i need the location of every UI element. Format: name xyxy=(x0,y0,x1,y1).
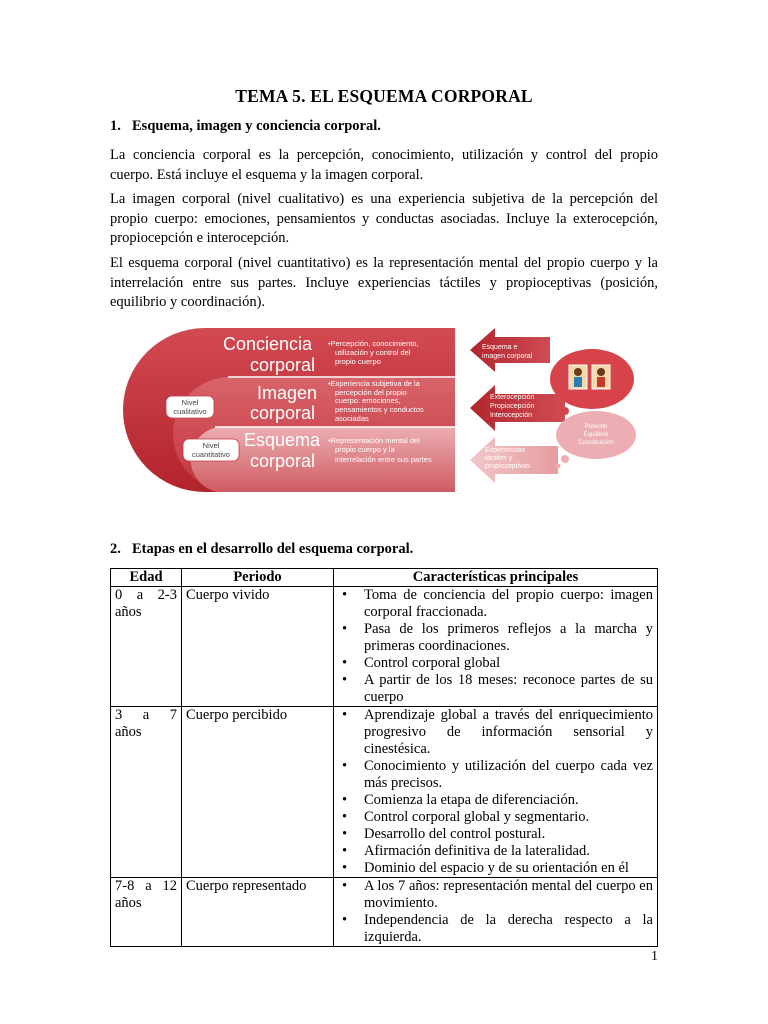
edad-line-2: años xyxy=(115,724,142,740)
paragraph-esquema: El esquema corporal (nivel cuantitativo) es la representación mental del propio cuerpo y la interrelación entre sus partes. Incluye experiencias táctiles y propioceptivas (posición, equilibrio y coordinación). xyxy=(110,255,658,310)
cell-edad xyxy=(111,707,182,878)
arrow-3-text-2: táctiles y xyxy=(485,455,513,462)
band-esquema-desc-2: propio cuerpo y la xyxy=(335,445,395,454)
cloud-text-2: Equilibrio xyxy=(583,432,609,438)
band-conciencia-desc-3: propio cuerpo xyxy=(335,357,381,366)
list-item: • Control corporal global y segmentario. xyxy=(342,809,590,825)
list-item: • Aprendizaje global a través del enriquecimiento progresivo de información sensorial y cinestésica. xyxy=(342,707,653,757)
level-qualitative-l2: cualitativo xyxy=(173,407,207,416)
arrow-1-text-1: Esquema e xyxy=(482,344,518,351)
edad-line-2: años xyxy=(115,895,142,911)
arrow-1-text-2: imagen corporal xyxy=(482,353,533,360)
cell-caracteristicas xyxy=(334,878,658,947)
cloud-text-3: Coordinación xyxy=(578,440,614,446)
paragraph-imagen: La imagen corporal (nivel cualitativo) es una experiencia subjetiva de la percepción del propio cuerpo: emociones, pensamientos y conductas asociadas. Incluye la exterocepción, propiocepción e interocepción. xyxy=(110,191,658,246)
cloud-text-1: Posición xyxy=(584,424,608,430)
page-number: 1 xyxy=(651,949,658,964)
band-imagen-desc-1: •Experiencia subjetiva de la xyxy=(328,379,420,388)
cell-edad xyxy=(111,878,182,947)
list-item: • Desarrollo del control postural. xyxy=(342,826,546,842)
section-1-number: 1. xyxy=(110,118,121,134)
section-2-heading xyxy=(110,541,413,558)
thought-cloud-figures-icon xyxy=(550,349,634,422)
band-conciencia-desc-1: •Percepción, conocimiento, xyxy=(328,339,419,348)
section-1-heading xyxy=(110,118,381,135)
level-quantitative-l1: Nivel xyxy=(202,441,220,450)
list-item: • Conocimiento y utilización del cuerpo cada vez más precisos. xyxy=(342,758,653,791)
cell-periodo: Cuerpo vivido xyxy=(182,587,334,707)
edad-line-2: años xyxy=(115,604,142,620)
band-esquema-desc-3: interrelación entre sus partes xyxy=(335,455,432,464)
section-2-number: 2. xyxy=(110,541,121,557)
header-edad: Edad xyxy=(111,569,182,587)
edad-line-1: 3 a 7 xyxy=(115,707,177,723)
list-item: • Comienza la etapa de diferenciación. xyxy=(342,792,579,808)
table-row xyxy=(111,707,658,878)
paragraph-conciencia: La conciencia corporal es la percepción, conocimiento, utilización y control del propio cuerpo. Está incluye el esquema y la imagen corporal. xyxy=(110,147,658,183)
development-stages-table xyxy=(110,568,658,947)
cell-edad xyxy=(111,587,182,707)
list-item: • A los 7 años: representación mental del cuerpo en movimiento. xyxy=(342,878,653,911)
arrow-3-text-3: propioceptivas xyxy=(485,463,531,470)
band-conciencia-desc-2: utilización y control del xyxy=(335,348,411,357)
document-title: TEMA 5. EL ESQUEMA CORPORAL xyxy=(235,86,533,106)
band-esquema-title-l2: corporal xyxy=(250,451,316,471)
band-imagen-desc-3: cuerpo: emociones, xyxy=(335,396,401,405)
arrow-2-text-1: Exterocepción xyxy=(490,394,535,401)
list-item: • Toma de conciencia del propio cuerpo: imagen corporal fraccionada. xyxy=(342,587,653,620)
body-scheme-diagram xyxy=(110,325,658,495)
table-row xyxy=(111,587,658,707)
band-conciencia-title-l1: Conciencia xyxy=(223,334,313,354)
list-item: • Control corporal global xyxy=(342,655,501,671)
arrow-2-text-2: Propiocepción xyxy=(490,403,535,410)
band-esquema-desc-1: •Representación mental del xyxy=(328,436,420,445)
list-item: • Pasa de los primeros reflejos a la marcha y primeras coordinaciones. xyxy=(342,621,653,654)
list-item: • A partir de los 18 meses: reconoce partes de su cuerpo xyxy=(342,672,653,705)
band-imagen-title-l2: corporal xyxy=(250,403,316,423)
header-periodo: Periodo xyxy=(182,569,334,587)
section-1-title: Esquema, imagen y conciencia corporal. xyxy=(132,118,381,134)
table-row xyxy=(111,878,658,947)
band-imagen-title-l1: Imagen xyxy=(257,383,318,403)
cell-caracteristicas xyxy=(334,587,658,707)
band-imagen-desc-4: pensamientos y conductos xyxy=(335,405,424,414)
band-esquema-title-l1: Esquema xyxy=(244,430,321,450)
list-item: • Afirmación definitiva de la lateralidad. xyxy=(342,843,590,859)
list-item: • Independencia de la derecha respecto a la izquierda. xyxy=(342,912,653,945)
edad-line-1: 0 a 2-3 xyxy=(115,587,177,603)
cell-periodo: Cuerpo representado xyxy=(182,878,334,947)
list-item: • Dominio del espacio y de su orientación en él xyxy=(342,860,629,876)
arrow-3 xyxy=(470,437,558,483)
band-conciencia-title-l2: corporal xyxy=(250,355,316,375)
band-imagen-desc-5: asociadas xyxy=(335,414,369,423)
diagram-svg xyxy=(110,325,658,495)
table-header-row xyxy=(111,569,658,587)
edad-line-1: 7-8 a 12 xyxy=(115,878,177,894)
cell-caracteristicas xyxy=(334,707,658,878)
cell-periodo: Cuerpo percibido xyxy=(182,707,334,878)
header-caracteristicas: Características principales xyxy=(334,569,658,587)
level-quantitative-l2: cuantitativo xyxy=(192,450,230,459)
section-2-title: Etapas en el desarrollo del esquema corporal. xyxy=(132,541,414,557)
band-imagen-desc-2: percepción del propio xyxy=(335,388,407,397)
arrow-3-text-1: Experiencias xyxy=(485,447,526,454)
arrow-2-text-3: Interocepción xyxy=(490,412,533,419)
level-qualitative-l1: Nivel xyxy=(181,398,199,407)
